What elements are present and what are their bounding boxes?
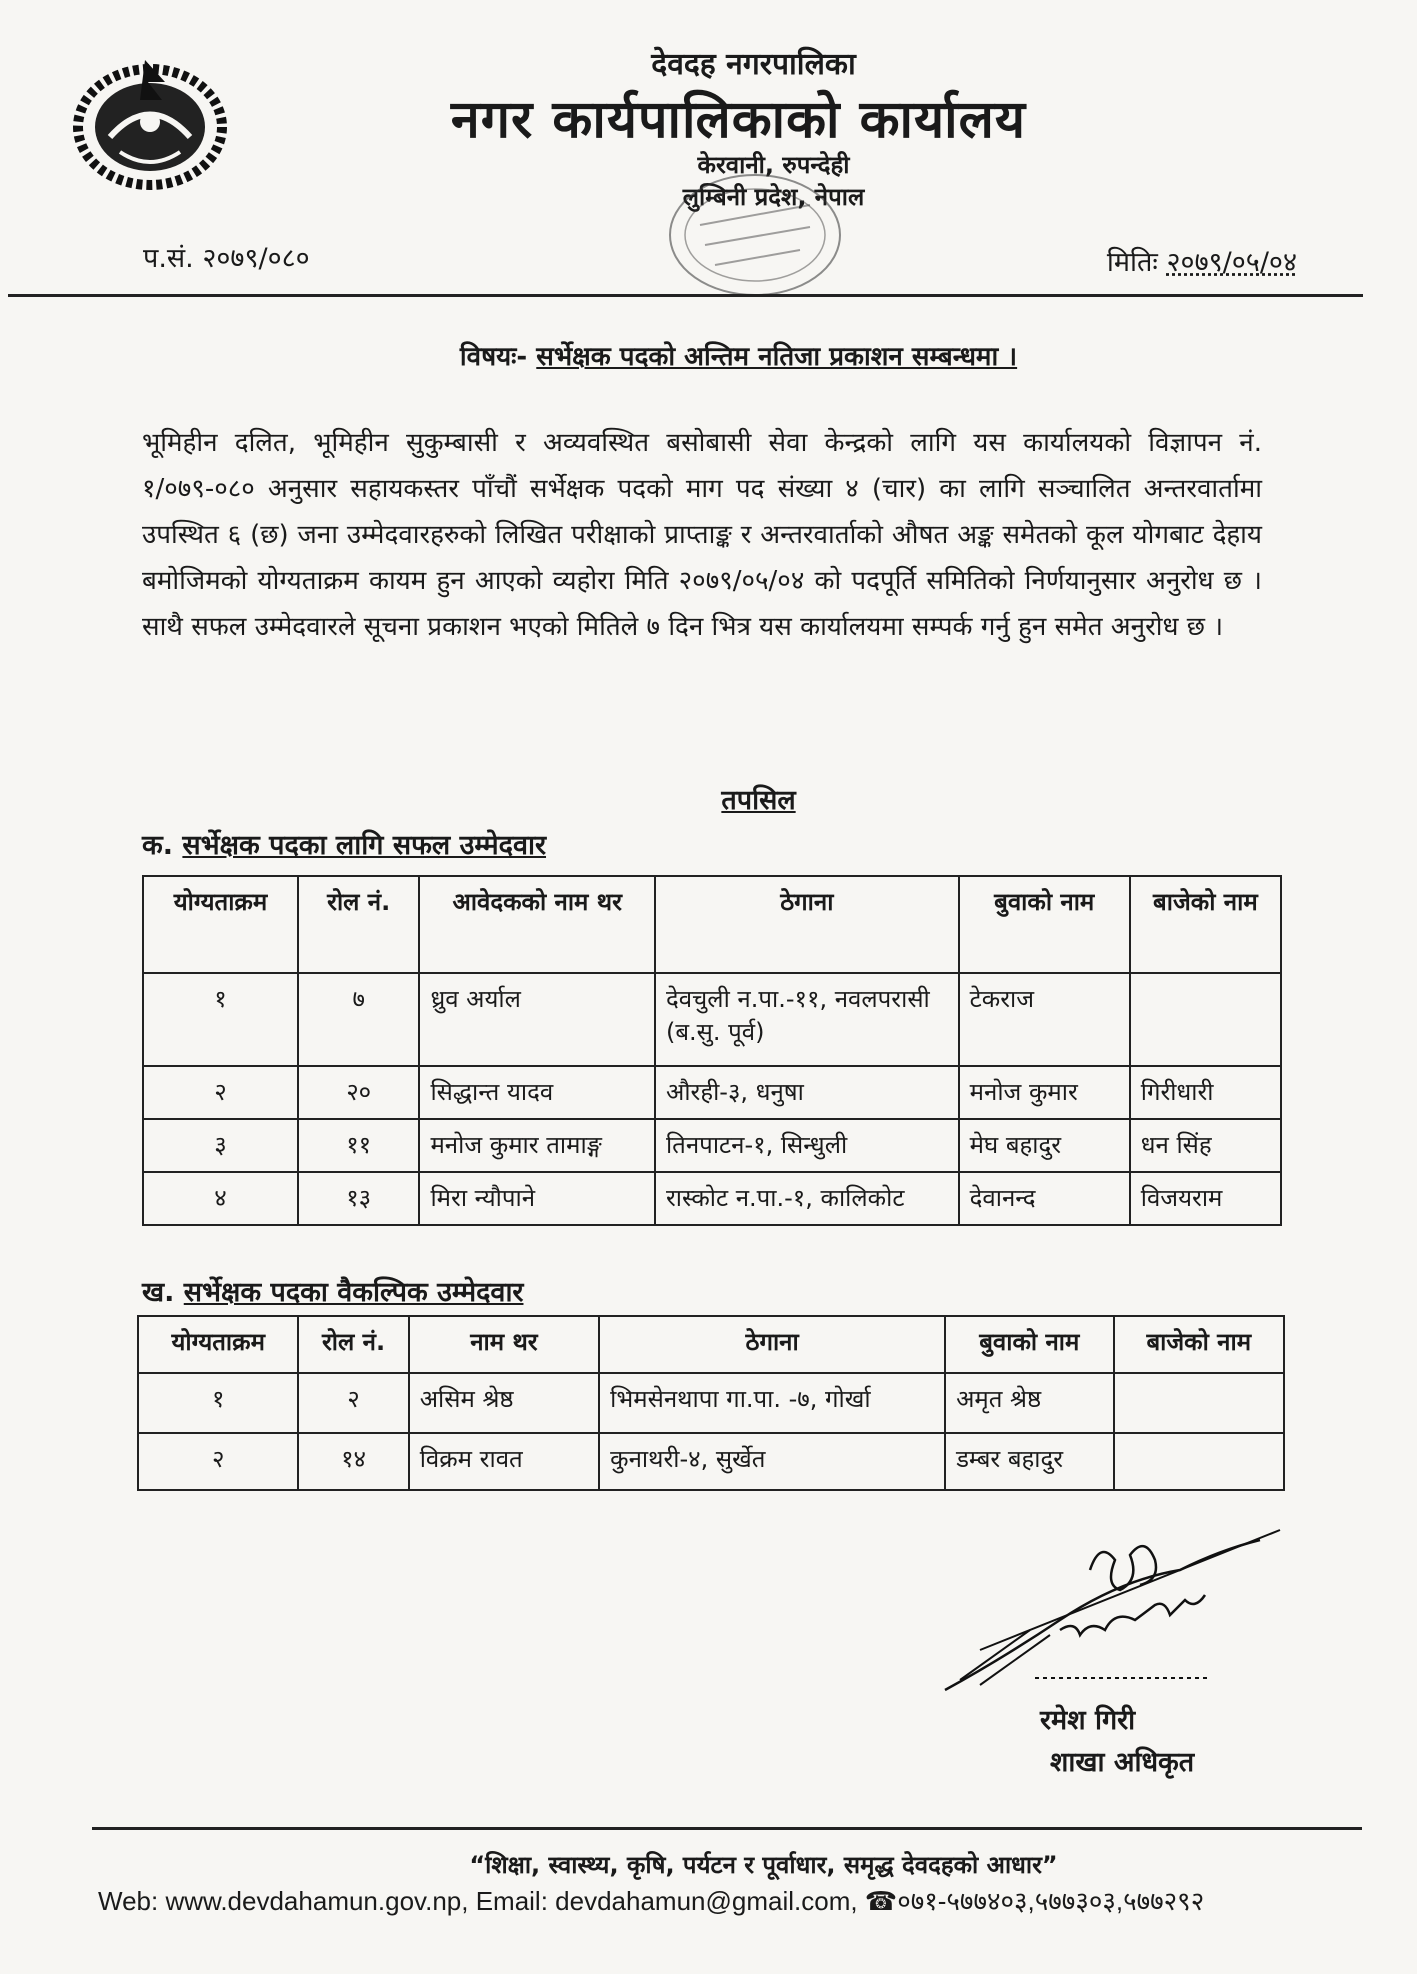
section-a-prefix: क. [142, 830, 173, 861]
table-cell: २० [298, 1066, 419, 1119]
table-cell: तिनपाटन-१, सिन्धुली [655, 1119, 959, 1172]
section-b-title: सर्भेक्षक पदका वैकल्पिक उम्मेदवार [183, 1277, 524, 1308]
table-cell: गिरीधारी [1130, 1066, 1281, 1119]
table-cell: टेकराज [959, 973, 1130, 1066]
signatory-title: शाखा अधिकृत [1050, 1747, 1195, 1778]
column-header: ठेगाना [599, 1316, 945, 1373]
table-cell: देवचुली न.पा.-११, नवलपरासी (ब.सु. पूर्व) [655, 973, 959, 1066]
table-cell [1130, 973, 1281, 1066]
notice-body: भूमिहीन दलित, भूमिहीन सुकुम्बासी र अव्यवस्थित बसोबासी सेवा केन्द्रको लागि यस कार्यालयको विज्ञापन नं. १/०७९-०८० अनुसार सहायकस्तर पाँचौं सर्भेक्षक पदको माग पद संख्या ४ (चार) का लागि सञ्चालित अन्तरवार्तामा उपस्थित ६ (छ) जना उम्मेदवारहरुको लिखित परीक्षाको प्राप्ताङ्क र अन्तरवार्ताको औषत अङ्क समेतको कूल योगबाट देहाय बमोजिमको योग्यताक्रम कायम हुन आएको व्यहोरा मिति २०७९/०५/०४ को पदपूर्ति समितिको निर्णयानुसार अनुरोध छ । साथै सफल उम्मेदवारले सूचना प्रकाशन भएको मितिले ७ दिन भित्र यस कार्यालयमा सम्पर्क गर्नु हुन समेत अनुरोध छ । [142, 428, 1262, 642]
table-cell [1114, 1433, 1285, 1490]
subject-line [0, 337, 1417, 373]
date-label: मितिः [1106, 247, 1158, 278]
issue-date [1107, 242, 1297, 279]
table-cell: डम्बर बहादुर [945, 1433, 1113, 1490]
table-cell: २ [143, 1066, 298, 1119]
column-header: बाजेको नाम [1114, 1316, 1285, 1373]
footer-divider [92, 1827, 1362, 1830]
table-cell: मनोज कुमार तामाङ्ग [419, 1119, 655, 1172]
table-cell: अमृत श्रेष्ठ [945, 1373, 1113, 1433]
table-row [138, 1433, 1284, 1490]
column-header: बाजेको नाम [1130, 876, 1281, 973]
section-a-title: सर्भेक्षक पदका लागि सफल उम्मेदवार [182, 830, 547, 861]
table-cell [1114, 1373, 1285, 1433]
table-cell: ७ [298, 973, 419, 1066]
column-header: आवेदकको नाम थर [419, 876, 655, 973]
column-header: योग्यताक्रम [138, 1316, 298, 1373]
table-cell: २ [298, 1373, 408, 1433]
column-header: रोल नं. [298, 876, 419, 973]
section-b-heading [142, 1272, 523, 1309]
footer-contact: Web: www.devdahamun.gov.np, Email: devdahamun@gmail.com, ☎०७१-५७७४०३,५७७३०३,५७७२९२ [98, 1886, 1205, 1916]
table-cell: मेघ बहादुर [959, 1119, 1130, 1172]
alternate-candidates-table [137, 1315, 1285, 1491]
table-cell: मिरा न्यौपाने [419, 1172, 655, 1225]
table-header-row [143, 876, 1281, 973]
header-divider [8, 294, 1363, 297]
table-row [143, 1066, 1281, 1119]
table-row [143, 1172, 1281, 1225]
table-cell: विक्रम रावत [409, 1433, 599, 1490]
column-header: बुवाको नाम [945, 1316, 1113, 1373]
table-cell: १ [138, 1373, 298, 1433]
reference-number: प.सं. २०७९/०८० [143, 243, 310, 274]
table-row [143, 973, 1281, 1066]
section-b-prefix: ख. [142, 1277, 175, 1308]
table-cell: ३ [143, 1119, 298, 1172]
table-header-row [138, 1316, 1284, 1373]
date-value: २०७९/०५/०४ [1166, 247, 1297, 278]
address-line-1: केरवानी, रुपन्देही [697, 151, 850, 179]
section-a-heading [142, 825, 546, 862]
office-name: नगर कार्यपालिकाको कार्यालय [450, 90, 1027, 150]
table-cell: धन सिंह [1130, 1119, 1281, 1172]
table-cell: मनोज कुमार [959, 1066, 1130, 1119]
handwritten-signature-icon [940, 1510, 1300, 1725]
table-cell: असिम श्रेष्ठ [409, 1373, 599, 1433]
table-cell: १४ [298, 1433, 408, 1490]
address-line-2: लुम्बिनी प्रदेश, नेपाल [682, 183, 865, 211]
table-row [138, 1373, 1284, 1433]
schedule-heading: तपसिल [721, 785, 796, 816]
municipality-name: देवदह नगरपालिका [651, 47, 856, 82]
table-cell: ४ [143, 1172, 298, 1225]
table-cell: कुनाथरी-४, सुर्खेत [599, 1433, 945, 1490]
table-cell: रास्कोट न.पा.-१, कालिकोट [655, 1172, 959, 1225]
footer-motto: “शिक्षा, स्वास्थ्य, कृषि, पर्यटन र पूर्वाधार, समृद्ध देवदहको आधार” [469, 1851, 1058, 1879]
table-cell: १३ [298, 1172, 419, 1225]
column-header: योग्यताक्रम [143, 876, 298, 973]
table-cell: ११ [298, 1119, 419, 1172]
table-cell: २ [138, 1433, 298, 1490]
table-row [143, 1119, 1281, 1172]
table-cell: सिद्धान्त यादव [419, 1066, 655, 1119]
table-cell: देवानन्द [959, 1172, 1130, 1225]
table-cell: ध्रुव अर्याल [419, 973, 655, 1066]
table-cell: औरही-३, धनुषा [655, 1066, 959, 1119]
table-cell: विजयराम [1130, 1172, 1281, 1225]
successful-candidates-table [142, 875, 1282, 1226]
column-header: बुवाको नाम [959, 876, 1130, 973]
signatory-name: रमेश गिरी [1040, 1705, 1136, 1736]
column-header: ठेगाना [655, 876, 959, 973]
column-header: नाम थर [409, 1316, 599, 1373]
office-stamp-icon [660, 165, 850, 305]
table-cell: १ [143, 973, 298, 1066]
subject-text: सर्भेक्षक पदको अन्तिम नतिजा प्रकाशन सम्बन्धमा । [536, 342, 1018, 372]
table-cell: भिमसेनथापा गा.पा. -७, गोर्खा [599, 1373, 945, 1433]
column-header: रोल नं. [298, 1316, 408, 1373]
subject-label: विषयः- [459, 342, 528, 372]
